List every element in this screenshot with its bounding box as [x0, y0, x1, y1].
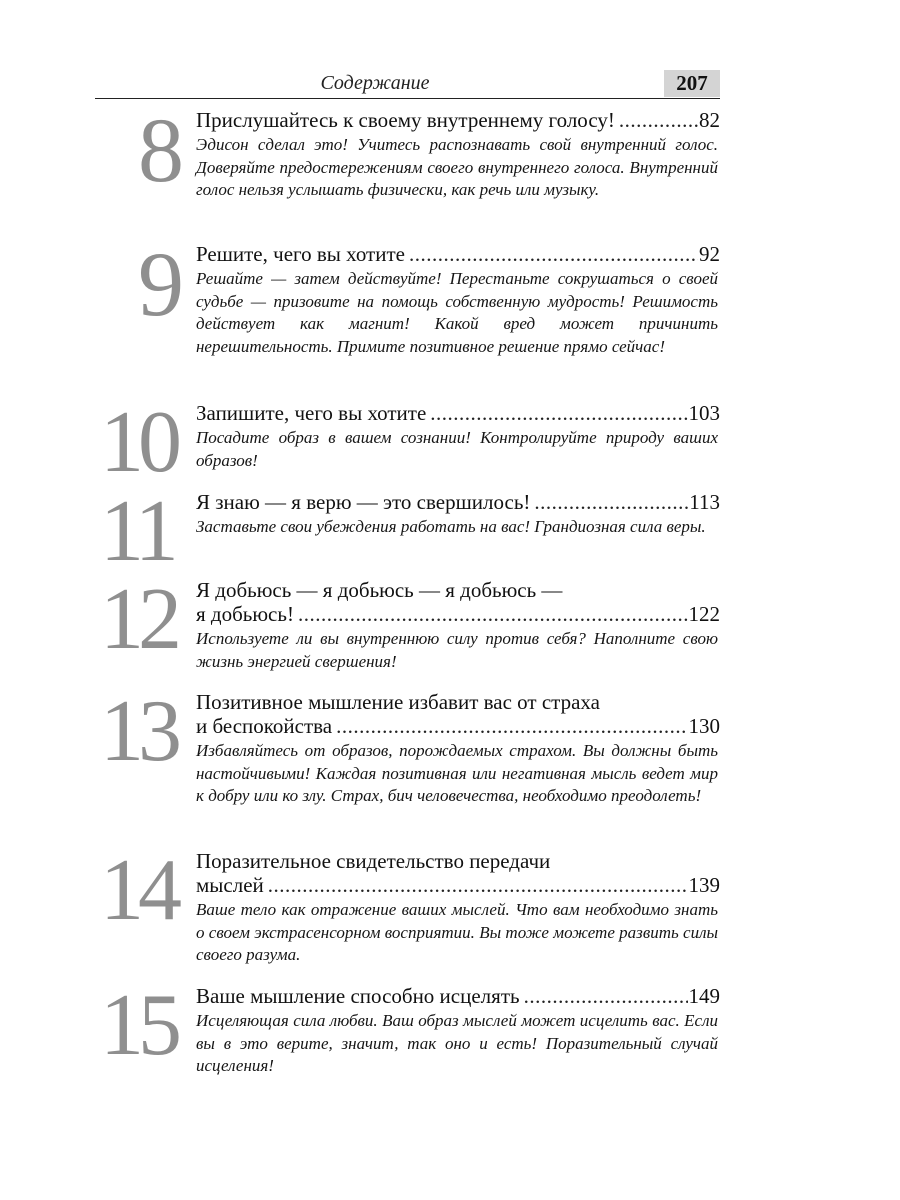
toc-title-line[interactable] [196, 108, 720, 132]
leader-dots [336, 714, 687, 738]
leader-dots [534, 490, 688, 514]
chapter-number: 12 [100, 571, 176, 668]
toc-title-line[interactable] [196, 242, 720, 266]
toc-title-line[interactable] [196, 714, 720, 738]
chapter-title-first-line: Позитивное мышление избавит вас от страха [196, 690, 600, 714]
chapter-title: и беспокойства [196, 714, 333, 738]
leader-dots [430, 401, 687, 425]
leader-dots [409, 242, 698, 266]
leader-dots [619, 108, 698, 132]
chapter-page: 122 [688, 602, 720, 626]
leader-dots [524, 984, 688, 1008]
chapter-title: Решите, чего вы хотите [196, 242, 405, 266]
chapter-title: Я знаю — я верю — это свершилось! [196, 490, 531, 514]
chapter-description: Ваше тело как отражение ваших мыслей. Что вам необходимо знать о своем экстрасенсорном восприятии. Вы тоже можете развить силы своего разума. [196, 900, 718, 964]
leader-dots [268, 873, 688, 897]
chapter-title: мыслей [196, 873, 264, 897]
toc-title-line[interactable] [196, 490, 720, 514]
chapter-description: Посадите образ в вашем сознании! Контролируйте природу ваших образов! [196, 428, 718, 470]
chapter-title: Ваше мышление способно исцелять [196, 984, 520, 1008]
chapter-description: Решайте — затем действуйте! Перестаньте сокрушаться о своей судьбе — призовите на помощь собственную мудрость! Решимость действует как магнит! Какой вред может причинить нерешительность. Примите позитивное решение прямо сейчас! [196, 269, 718, 356]
chapter-number: 9 [138, 233, 180, 335]
chapter-title: Запишите, чего вы хотите [196, 401, 427, 425]
toc-title-line[interactable] [196, 984, 720, 1008]
chapter-description: Избавляйтесь от образов, порождаемых страхом. Вы должны быть настойчивыми! Каждая позитивная или негативная мысль ведет мир к добру или ко злу. Страх, бич человечества, необходимо преодолеть! [196, 741, 718, 805]
chapter-title-first-line: Поразительное свидетельство передачи [196, 849, 551, 873]
chapter-number: 11 [100, 483, 173, 580]
chapter-page: 103 [688, 401, 720, 425]
chapter-title: Прислушайтесь к своему внутреннему голосу! [196, 108, 615, 132]
running-header-title: Содержание [320, 72, 430, 94]
running-header [95, 70, 720, 99]
page-number: 207 [664, 70, 720, 97]
chapter-number: 10 [100, 394, 176, 491]
chapter-page: 82 [699, 108, 720, 132]
chapter-number: 8 [138, 99, 180, 201]
chapter-description: Заставьте свои убеждения работать на вас! Грандиозная сила веры. [196, 517, 706, 536]
toc-title-line[interactable] [196, 873, 720, 897]
chapter-number: 15 [100, 977, 176, 1074]
toc-title-line[interactable] [196, 602, 720, 626]
chapter-page: 139 [688, 873, 720, 897]
chapter-title-first-line: Я добьюсь — я добьюсь — я добьюсь — [196, 578, 563, 602]
chapter-number: 13 [100, 683, 176, 780]
chapter-number: 14 [100, 842, 176, 939]
chapter-description: Исцеляющая сила любви. Ваш образ мыслей может исцелить вас. Если вы в это верите, значит, так оно и есть! Поразительный случай исцеления! [196, 1011, 718, 1075]
chapter-page: 149 [688, 984, 720, 1008]
chapter-page: 130 [688, 714, 720, 738]
chapter-title: я добьюсь! [196, 602, 294, 626]
toc-title-line[interactable] [196, 401, 720, 425]
leader-dots [298, 602, 688, 626]
chapter-page: 113 [689, 490, 720, 514]
chapter-description: Используете ли вы внутреннюю силу против себя? Наполните свою жизнь энергией свершения! [196, 629, 718, 671]
chapter-description: Эдисон сделал это! Учитесь распознавать свой внутренний голос. Доверяйте предостережениям своего внутреннего голоса. Внутренний голос нельзя услышать физически, как речь или музыку. [196, 135, 718, 199]
chapter-page: 92 [699, 242, 720, 266]
